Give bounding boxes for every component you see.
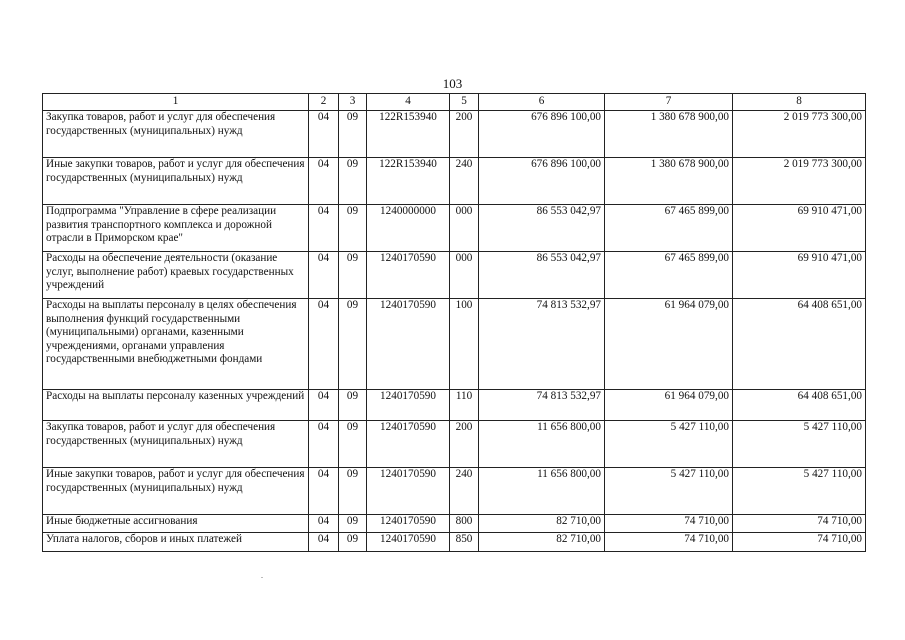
expense-name: Иные закупки товаров, работ и услуг для обеспечения государственных (муниципальных) нужд xyxy=(43,158,309,205)
expense-type-code: 100 xyxy=(450,299,479,390)
expense-type-code: 800 xyxy=(450,515,479,533)
target-article-code: 1240170590 xyxy=(367,390,450,421)
column-header: 2 xyxy=(309,94,339,111)
amount-col7: 61 964 079,00 xyxy=(605,390,733,421)
subsection-code: 09 xyxy=(339,390,367,421)
target-article-code: 1240000000 xyxy=(367,205,450,252)
amount-col8: 69 910 471,00 xyxy=(733,205,866,252)
table-row xyxy=(43,468,866,515)
column-header: 7 xyxy=(605,94,733,111)
amount-col6: 74 813 532,97 xyxy=(479,390,605,421)
column-header: 1 xyxy=(43,94,309,111)
amount-col6: 676 896 100,00 xyxy=(479,111,605,158)
expense-name: Уплата налогов, сборов и иных платежей xyxy=(43,533,309,552)
section-code: 04 xyxy=(309,252,339,299)
expense-name: Закупка товаров, работ и услуг для обеспечения государственных (муниципальных) нужд xyxy=(43,111,309,158)
column-header: 8 xyxy=(733,94,866,111)
amount-col8: 69 910 471,00 xyxy=(733,252,866,299)
section-code: 04 xyxy=(309,111,339,158)
table-row xyxy=(43,533,866,552)
target-article-code: 122R153940 xyxy=(367,111,450,158)
amount-col7: 67 465 899,00 xyxy=(605,252,733,299)
expense-name: Иные бюджетные ассигнования xyxy=(43,515,309,533)
amount-col7: 74 710,00 xyxy=(605,533,733,552)
amount-col7: 1 380 678 900,00 xyxy=(605,158,733,205)
table-row xyxy=(43,390,866,421)
expense-type-code: 200 xyxy=(450,111,479,158)
section-code: 04 xyxy=(309,533,339,552)
section-code: 04 xyxy=(309,421,339,468)
amount-col7: 67 465 899,00 xyxy=(605,205,733,252)
table-row xyxy=(43,299,866,390)
target-article-code: 122R153940 xyxy=(367,158,450,205)
table-row xyxy=(43,111,866,158)
expense-name: Иные закупки товаров, работ и услуг для обеспечения государственных (муниципальных) нужд xyxy=(43,468,309,515)
section-code: 04 xyxy=(309,205,339,252)
expense-type-code: 000 xyxy=(450,252,479,299)
amount-col6: 676 896 100,00 xyxy=(479,158,605,205)
amount-col8: 64 408 651,00 xyxy=(733,390,866,421)
section-code: 04 xyxy=(309,299,339,390)
scan-speck xyxy=(261,577,263,578)
amount-col8: 2 019 773 300,00 xyxy=(733,158,866,205)
amount-col6: 86 553 042,97 xyxy=(479,252,605,299)
amount-col7: 5 427 110,00 xyxy=(605,421,733,468)
subsection-code: 09 xyxy=(339,205,367,252)
subsection-code: 09 xyxy=(339,252,367,299)
amount-col7: 1 380 678 900,00 xyxy=(605,111,733,158)
target-article-code: 1240170590 xyxy=(367,533,450,552)
amount-col8: 64 408 651,00 xyxy=(733,299,866,390)
amount-col7: 61 964 079,00 xyxy=(605,299,733,390)
expense-type-code: 240 xyxy=(450,468,479,515)
amount-col6: 11 656 800,00 xyxy=(479,421,605,468)
amount-col6: 82 710,00 xyxy=(479,533,605,552)
expense-type-code: 200 xyxy=(450,421,479,468)
amount-col6: 86 553 042,97 xyxy=(479,205,605,252)
section-code: 04 xyxy=(309,468,339,515)
table-row xyxy=(43,158,866,205)
column-header: 6 xyxy=(479,94,605,111)
column-header: 4 xyxy=(367,94,450,111)
amount-col8: 2 019 773 300,00 xyxy=(733,111,866,158)
budget-table xyxy=(42,93,866,552)
expense-name: Расходы на выплаты персоналу в целях обеспечения выполнения функций государственными (муниципальными) органами, казенными учреждениями, органами управления государственными внебюджетными фондами xyxy=(43,299,309,390)
amount-col6: 11 656 800,00 xyxy=(479,468,605,515)
expense-name: Расходы на выплаты персоналу казенных учреждений xyxy=(43,390,309,421)
expense-name: Подпрограмма "Управление в сфере реализации развития транспортного комплекса и дорожной отрасли в Приморском крае" xyxy=(43,205,309,252)
subsection-code: 09 xyxy=(339,111,367,158)
table-row xyxy=(43,205,866,252)
target-article-code: 1240170590 xyxy=(367,421,450,468)
expense-type-code: 850 xyxy=(450,533,479,552)
subsection-code: 09 xyxy=(339,158,367,205)
subsection-code: 09 xyxy=(339,515,367,533)
table-row xyxy=(43,421,866,468)
target-article-code: 1240170590 xyxy=(367,515,450,533)
expense-name: Закупка товаров, работ и услуг для обеспечения государственных (муниципальных) нужд xyxy=(43,421,309,468)
amount-col6: 82 710,00 xyxy=(479,515,605,533)
amount-col7: 74 710,00 xyxy=(605,515,733,533)
target-article-code: 1240170590 xyxy=(367,252,450,299)
amount-col7: 5 427 110,00 xyxy=(605,468,733,515)
subsection-code: 09 xyxy=(339,533,367,552)
target-article-code: 1240170590 xyxy=(367,468,450,515)
section-code: 04 xyxy=(309,390,339,421)
amount-col8: 5 427 110,00 xyxy=(733,468,866,515)
expense-type-code: 000 xyxy=(450,205,479,252)
subsection-code: 09 xyxy=(339,468,367,515)
expense-name: Расходы на обеспечение деятельности (оказание услуг, выполнение работ) краевых государственных учреждений xyxy=(43,252,309,299)
subsection-code: 09 xyxy=(339,421,367,468)
expense-type-code: 240 xyxy=(450,158,479,205)
column-header: 5 xyxy=(450,94,479,111)
amount-col6: 74 813 532,97 xyxy=(479,299,605,390)
amount-col8: 74 710,00 xyxy=(733,515,866,533)
amount-col8: 5 427 110,00 xyxy=(733,421,866,468)
amount-col8: 74 710,00 xyxy=(733,533,866,552)
subsection-code: 09 xyxy=(339,299,367,390)
target-article-code: 1240170590 xyxy=(367,299,450,390)
header-row xyxy=(43,94,866,111)
section-code: 04 xyxy=(309,515,339,533)
expense-type-code: 110 xyxy=(450,390,479,421)
page-number: 103 xyxy=(442,76,463,91)
table-row xyxy=(43,252,866,299)
section-code: 04 xyxy=(309,158,339,205)
table-row xyxy=(43,515,866,533)
column-header: 3 xyxy=(339,94,367,111)
